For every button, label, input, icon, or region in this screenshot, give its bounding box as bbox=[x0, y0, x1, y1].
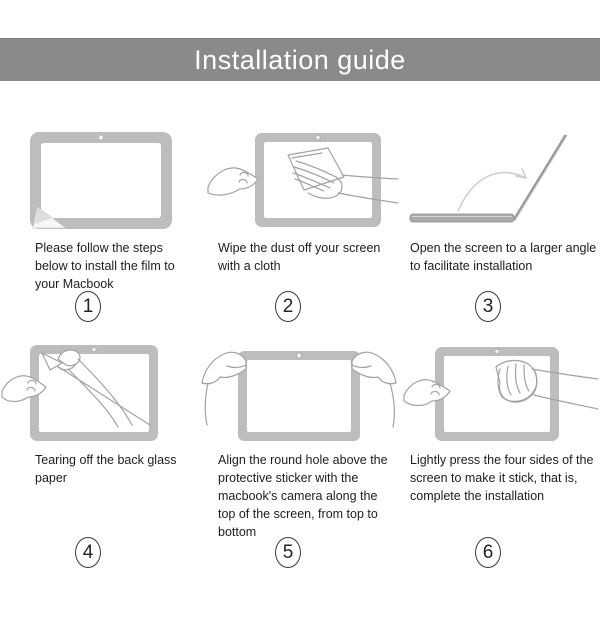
hand-wiping-screen-with-cloth-icon bbox=[200, 127, 400, 233]
step-number-wrap bbox=[200, 537, 400, 571]
step-caption: Wipe the dust off your screen with a cloth bbox=[218, 241, 381, 273]
step-panel-3 bbox=[400, 127, 600, 325]
step-panel-4 bbox=[0, 339, 200, 571]
step-number-wrap bbox=[400, 291, 600, 325]
step-number-badge: 4 bbox=[75, 537, 101, 568]
page-title: Installation guide bbox=[194, 44, 406, 75]
step-number-wrap bbox=[400, 537, 600, 571]
header-bar bbox=[0, 38, 600, 81]
hand-pressing-screen-sides-icon bbox=[400, 339, 600, 445]
step-number-badge: 3 bbox=[475, 291, 501, 322]
two-hands-aligning-film-to-camera-icon bbox=[200, 339, 400, 445]
step-number-badge: 1 bbox=[75, 291, 101, 322]
step-caption: Open the screen to a larger angle to facilitate installation bbox=[410, 241, 597, 273]
step-caption: Tearing off the back glass paper bbox=[35, 453, 177, 485]
step-panel-5 bbox=[200, 339, 400, 571]
step-panel-6 bbox=[400, 339, 600, 571]
step-panel-1 bbox=[0, 127, 200, 325]
step-number-wrap bbox=[0, 537, 200, 571]
step-caption: Please follow the steps below to install the film to your Macbook bbox=[35, 241, 175, 291]
step-panel-2 bbox=[200, 127, 400, 325]
step-number-wrap bbox=[0, 291, 200, 325]
hand-tearing-back-glass-paper-icon bbox=[0, 339, 200, 445]
step-number-badge: 2 bbox=[275, 291, 301, 322]
laptop-opening-to-wide-angle-icon bbox=[400, 127, 600, 233]
step-number-badge: 5 bbox=[275, 537, 301, 568]
steps-grid bbox=[0, 127, 600, 571]
step-caption: Lightly press the four sides of the screen to make it stick, that is, complete the installation bbox=[410, 453, 594, 503]
screen-protector-film-peeled-corner-icon bbox=[0, 127, 200, 233]
step-caption: Align the round hole above the protective sticker with the macbook's camera along the top of the screen, from top to bottom bbox=[218, 453, 388, 539]
step-number-badge: 6 bbox=[475, 537, 501, 568]
step-number-wrap bbox=[200, 291, 400, 325]
